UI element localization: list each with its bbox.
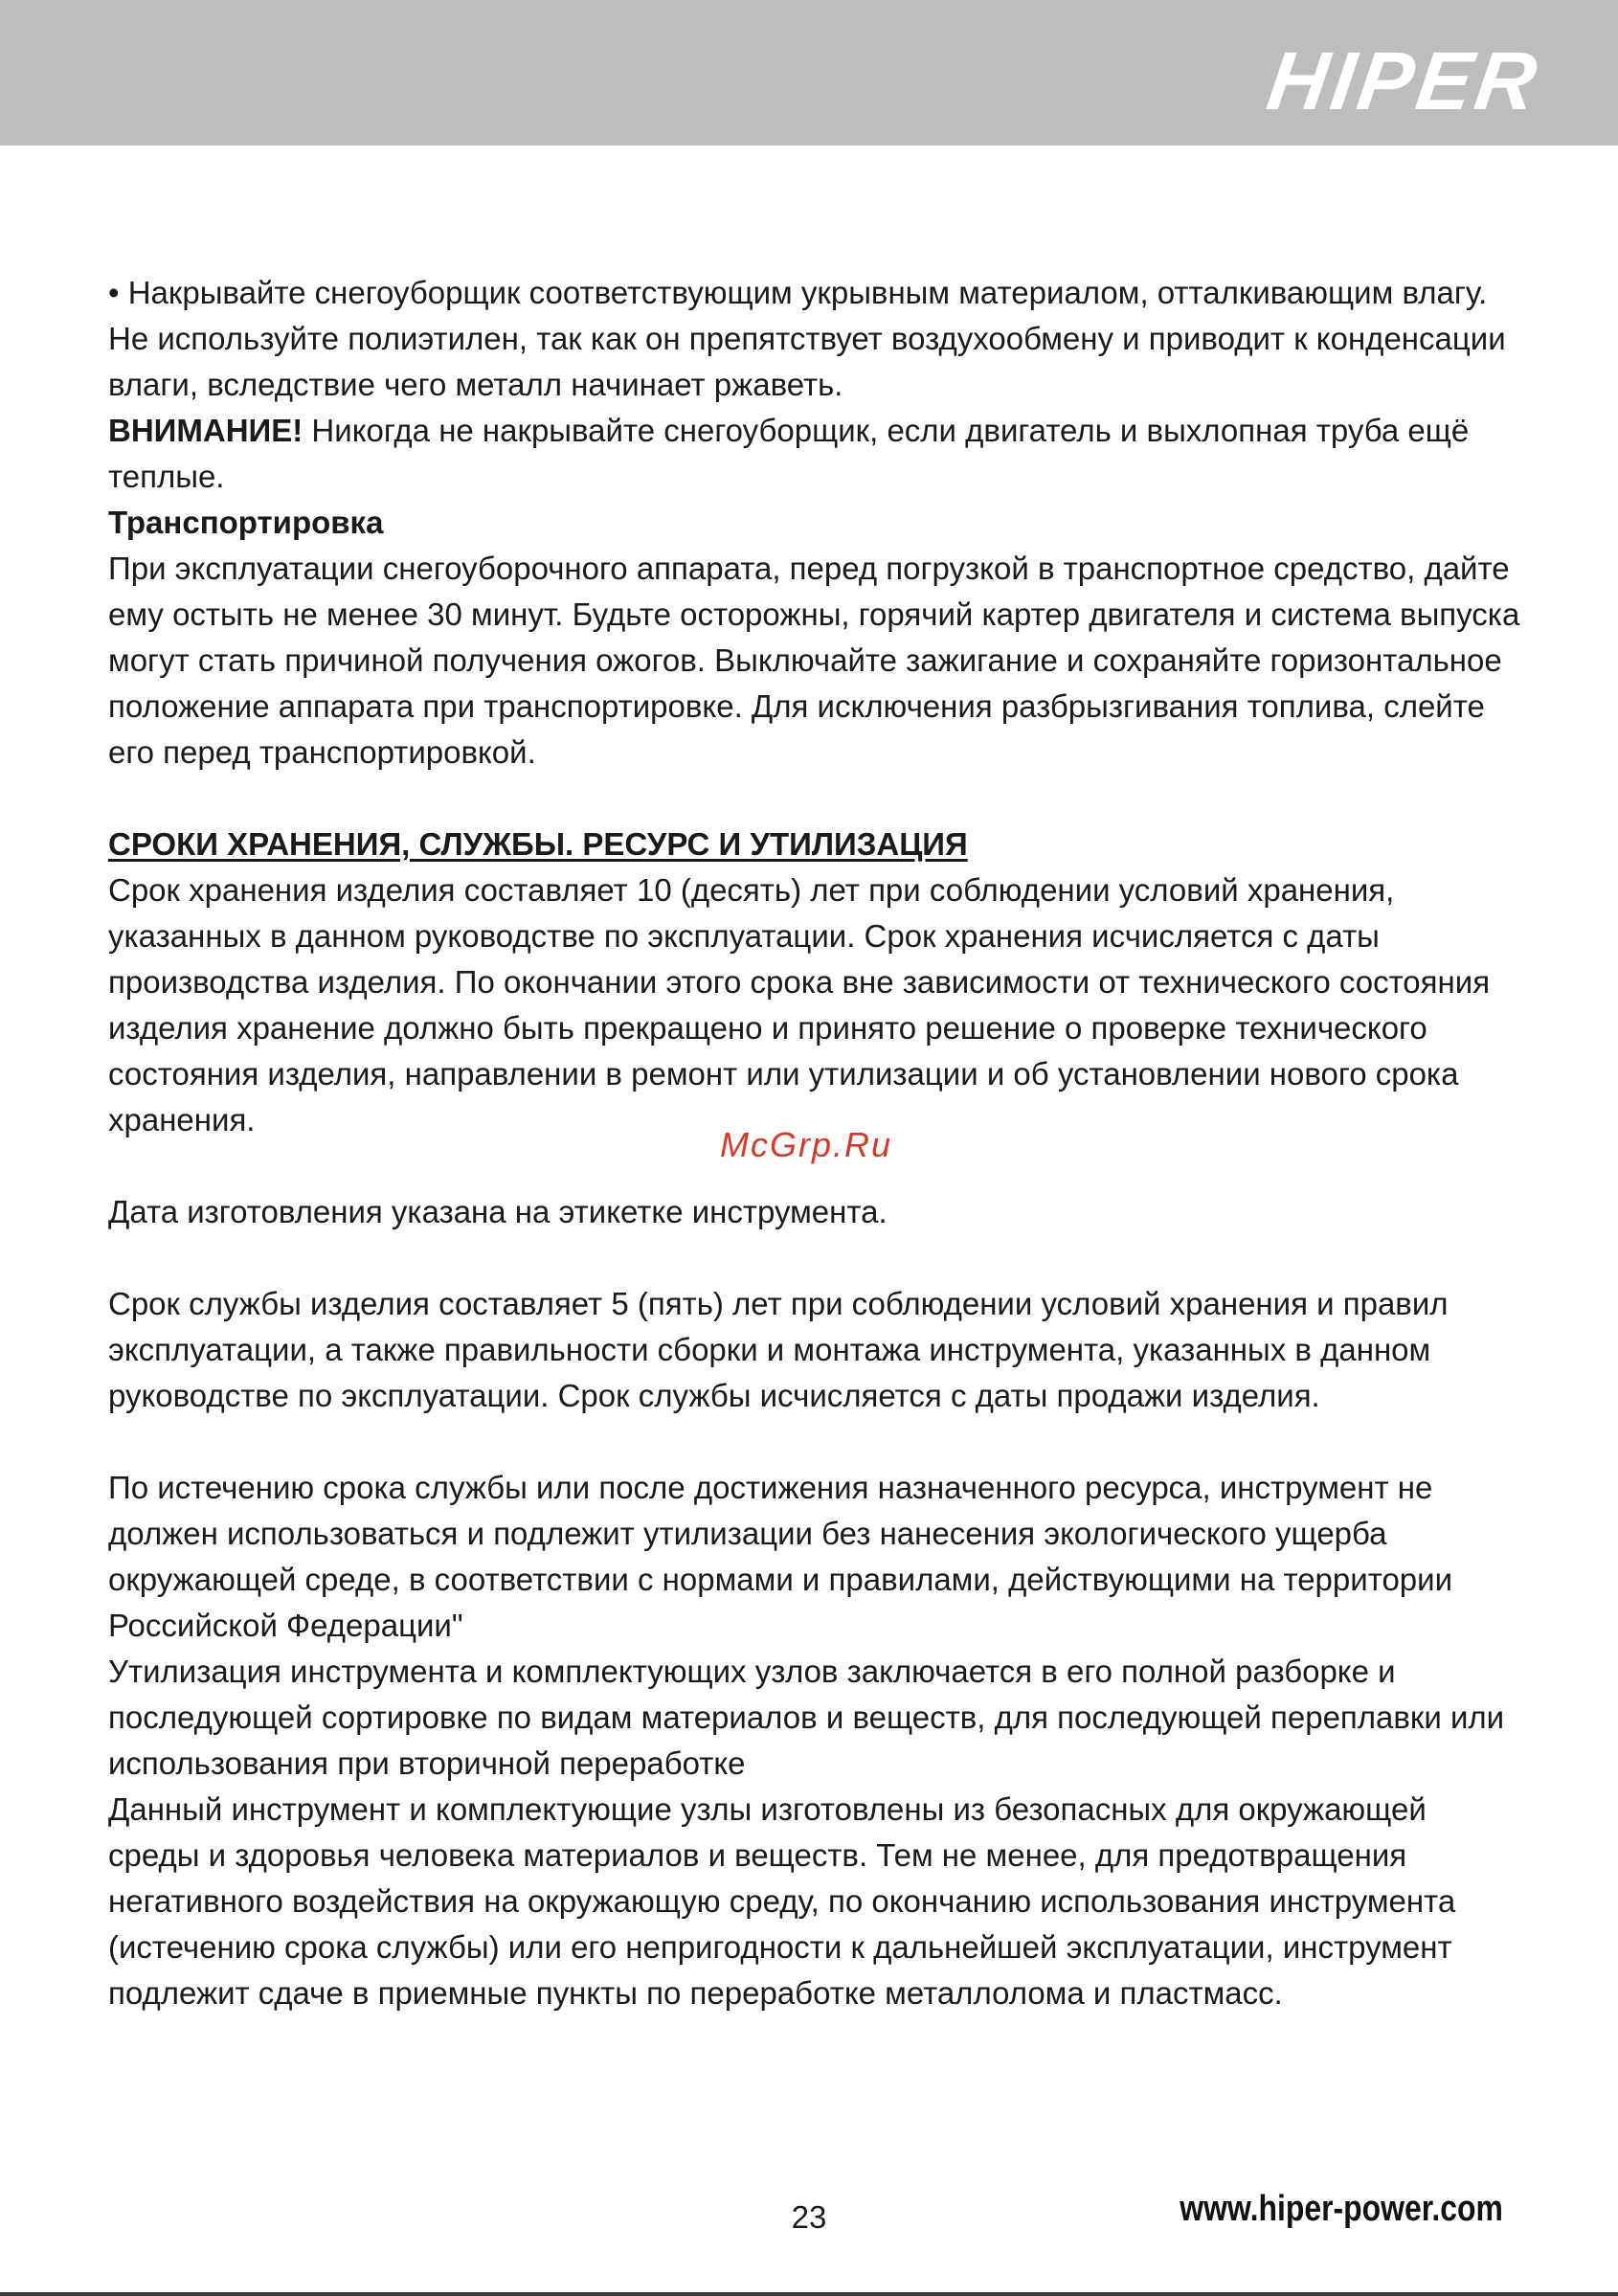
warning-text: Никогда не накрывайте снегоуборщик, если двигатель и выхлопная труба ещё теплые. — [108, 413, 1470, 494]
disposal-paragraph-3: Данный инструмент и комплектующие узлы изготовлены из безопасных для окружающей среды и здоровья человека материалов и веществ. Тем не менее, для предотвращения негативного воздействия на окружающую среду, по окончанию использования инструмента (истечению срока службы) или его непригодности к дальнейшей эксплуатации, инструмент подлежит сдаче в приемные пункты по переработке металлолома и пластмасс. — [108, 1791, 1456, 2011]
disposal-paragraph-1: По истечению срока службы или после достижения назначенного ресурса, инструмент не должен использоваться и подлежит утилизации без нанесения экологического ущерба окружающей среде, в соответствии с нормами и правилами, действующими на территории Российской Федерации" — [108, 1470, 1453, 1643]
spacer — [108, 1235, 1525, 1281]
transport-paragraph: При эксплуатации снегоуборочного аппарата, перед погрузкой в транспортное средство, дайте ему остыть не менее 30 минут. Будьте осторожны, горячий картер двигателя и система выпуска могут стать причиной получения ожогов. Выключайте зажигание и сохраняйте горизонтальное положение аппарата при транспортировке. Для исключения разбрызгивания топлива, слейте его перед транспортировкой. — [108, 551, 1520, 770]
watermark: McGrp.Ru — [720, 1125, 893, 1164]
storage-period-paragraph: Срок хранения изделия составляет 10 (десять) лет при соблюдении условий хранения, указанных в данном руководстве по эксплуатации. Срок хранения исчисляется с даты производства изделия. По окончании этого срока вне зависимости от технического состояния изделия хранение должно быть прекращено и принято решение о проверке технического состояния изделия, направлении в ремонт или утилизации и об установлении нового срока хранения. — [108, 872, 1491, 1137]
website-link[interactable]: www.hiper-power.com — [1180, 2189, 1503, 2229]
warning-paragraph — [108, 408, 1525, 500]
disposal-paragraph-2: Утилизация инструмента и комплектующих узлов заключается в его полной разборке и последующей сортировке по видам материалов и веществ, для последующей переплавки или использования при вторичной переработке — [108, 1654, 1505, 1781]
spacer — [108, 1419, 1525, 1465]
service-life-paragraph: Срок службы изделия составляет 5 (пять) лет при соблюдении условий хранения и правил эксплуатации, а также правильности сборки и монтажа инструмента, указанных в данном руководстве по эксплуатации. Срок службы исчисляется с даты продажи изделия. — [108, 1286, 1449, 1413]
cover-advice-paragraph: • Накрывайте снегоуборщик соответствующим укрывным материалом, отталкивающим влагу. Не используйте полиэтилен, так как он препятствует воздухообмену и приводит к конденсации влаги, вследствие чего металл начинает ржаветь. — [108, 275, 1506, 402]
spacer — [108, 776, 1525, 822]
warning-label: ВНИМАНИЕ! — [108, 413, 303, 448]
transport-heading: Транспортировка — [108, 505, 384, 540]
manufacture-date-paragraph: Дата изготовления указана на этикетке инструмента. — [108, 1194, 888, 1229]
lifecycle-heading: СРОКИ ХРАНЕНИЯ, СЛУЖБЫ. РЕСУРС И УТИЛИЗАЦИЯ — [108, 826, 968, 862]
bottom-rule — [0, 2292, 1618, 2296]
brand-logo: HIPER — [1262, 35, 1546, 127]
page-number: 23 — [791, 2199, 827, 2235]
